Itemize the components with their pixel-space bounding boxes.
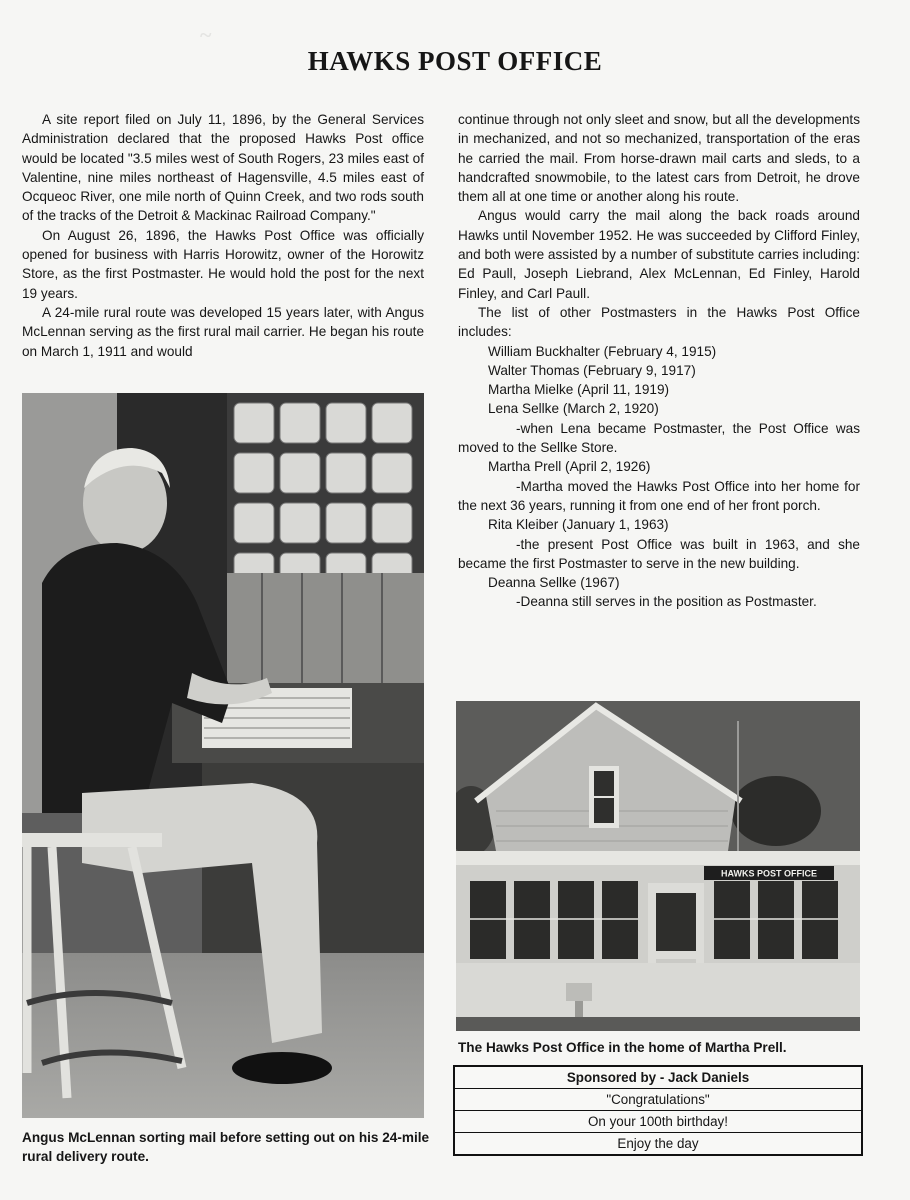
sponsor-line: Enjoy the day bbox=[617, 1136, 699, 1151]
list-item bbox=[458, 342, 860, 361]
left-column bbox=[22, 110, 424, 361]
bleed-through-text: ~ bbox=[200, 22, 214, 47]
photo-caption-left: Angus McLennan sorting mail before setting out on his 24-mile rural delivery route. bbox=[22, 1130, 430, 1164]
postmaster-name: Martha Mielke (April 11, 1919) bbox=[488, 382, 670, 398]
paragraph-continuation: continue through not only sleet and snow, but all the developments in mechanized, and not so mechanized, transportation of the eras he carried the mail. From horse-drawn mail carts and sleds, to a handcrafted snowmobile, to the latest cars from Detroit, he drove them all at one time or another along his route. bbox=[458, 112, 860, 205]
postmaster-note: -when Lena became Postmaster, the Post Office was moved to the Sellke Store. bbox=[458, 420, 860, 456]
paragraph-carriers: Angus would carry the mail along the back roads around Hawks until November 1952. He was succeeded by Clifford Finley, and both were assisted by a number of substitute carries including: Ed Paull, Joseph Liebrand, Alex McLennan, Ed Finley, Harold Finley, and Carl Paull. bbox=[458, 208, 860, 301]
right-column bbox=[458, 110, 860, 612]
sponsor-line: "Congratulations" bbox=[455, 1089, 861, 1111]
list-item bbox=[458, 515, 860, 573]
list-item bbox=[458, 380, 860, 399]
postmaster-name: Walter Thomas (February 9, 1917) bbox=[488, 362, 696, 378]
paragraph-list-intro: The list of other Postmasters in the Hawks Post Office includes: bbox=[458, 304, 860, 340]
list-item bbox=[458, 399, 860, 457]
sponsor-heading: Sponsored by - Jack Daniels bbox=[455, 1067, 861, 1089]
postmaster-list bbox=[458, 342, 860, 612]
postmaster-name: Rita Kleiber (January 1, 1963) bbox=[488, 517, 669, 533]
page-title: HAWKS POST OFFICE bbox=[307, 46, 603, 76]
postmaster-note: -Deanna still serves in the position as Postmaster. bbox=[516, 594, 817, 610]
list-item bbox=[458, 361, 860, 380]
postmaster-note: -Martha moved the Hawks Post Office into her home for the next 36 years, running it from one end of her front porch. bbox=[458, 478, 860, 513]
photo-mail-sorting bbox=[22, 393, 424, 1118]
sponsor-box bbox=[453, 1065, 863, 1156]
postmaster-name: Lena Sellke (March 2, 1920) bbox=[488, 401, 659, 417]
list-item bbox=[458, 457, 860, 515]
paragraph-site-report: A site report filed on July 11, 1896, by the General Services Administration declared that the proposed Hawks Post office would be located "3.5 miles west of South Rogers, 23 miles east of Valentine, nine miles northeast of Hagensville, 4.5 miles east of Ocqueoc River, one mile north of Quinn Creek, and two rods south of the tracks of the Detroit & Mackinac Railroad Company." bbox=[22, 112, 424, 224]
photo-caption-right: The Hawks Post Office in the home of Martha Prell. bbox=[458, 1040, 787, 1055]
postmaster-name: Martha Prell (April 2, 1926) bbox=[488, 459, 651, 475]
list-item bbox=[458, 573, 860, 612]
postmaster-name: William Buckhalter (February 4, 1915) bbox=[488, 343, 717, 359]
photo-post-office-building bbox=[456, 701, 860, 1031]
building-sign: HAWKS POST OFFICE bbox=[720, 868, 818, 879]
sponsor-line: On your 100th birthday! bbox=[455, 1111, 861, 1133]
paragraph-opening: On August 26, 1896, the Hawks Post Office was officially opened for business with Harris Horowitz, owner of the Horowitz Store, as the first Postmaster. He would hold the post for the next 19 years. bbox=[22, 227, 424, 301]
paragraph-rural-route: A 24-mile rural route was developed 15 years later, with Angus McLennan serving as the first rural mail carrier. He began his route on March 1, 1911 and would bbox=[22, 304, 424, 359]
postmaster-note: -the present Post Office was built in 1963, and she became the first Postmaster to serve in the new building. bbox=[458, 536, 860, 571]
postmaster-name: Deanna Sellke (1967) bbox=[488, 575, 620, 591]
